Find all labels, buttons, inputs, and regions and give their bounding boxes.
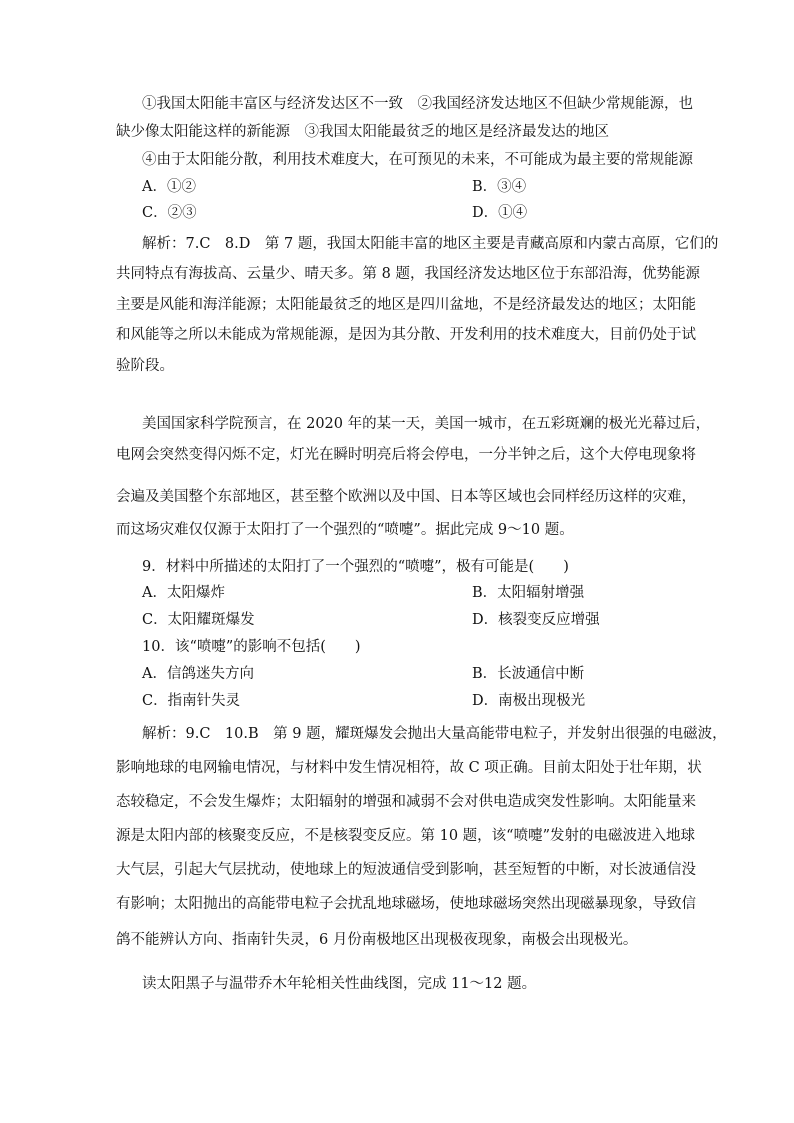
q11-12-intro: 读太阳黑子与温带乔木年轮相关性曲线图，完成 11～12 题。 (142, 976, 537, 992)
q8-statement-line-3: ④由于太阳能分散，利用技术难度大，在可预见的未来，不可能成为最主要的常规能源 (142, 152, 693, 168)
q8-option-d: D．①④ (472, 205, 528, 221)
q10-option-d: D．南极出现极光 (472, 693, 586, 709)
analysis-7-8-line-3: 主要是风能和海洋能源；太阳能最贫乏的地区是四川盆地，不是经济最发达的地区；太阳能 (116, 297, 696, 313)
analysis-9-10-line-4: 源是太阳内部的核聚变反应，不是核裂变反应。第 10 题，该“喷嚏”发射的电磁波进入地球 (116, 828, 695, 844)
q8-option-a: A．①② (142, 179, 196, 195)
q8-statement-line-2: 缺少像太阳能这样的新能源 ③我国太阳能最贫乏的地区是经济最发达的地区 (116, 124, 609, 140)
q9-stem: 9．材料中所描述的太阳打了一个强烈的“喷嚏”，极有可能是( ) (142, 559, 569, 575)
passage-line-1: 美国国家科学院预言，在 2020 年的某一天，美国一城市，在五彩斑斓的极光光幕过后， (142, 416, 711, 432)
q8-statement-line-1: ①我国太阳能丰富区与经济发达区不一致 ②我国经济发达地区不但缺少常规能源，也 (142, 96, 693, 112)
q10-option-c: C．指南针失灵 (142, 693, 241, 709)
analysis-9-10-line-2: 影响地球的电网输电情况，与材料中发生情况相符，故 C 项正确。目前太阳处于壮年期，状 (116, 760, 702, 776)
q10-option-a: A．信鸽迷失方向 (142, 666, 254, 682)
q9-option-d: D．核裂变反应增强 (472, 612, 600, 628)
analysis-7-8-line-4: 和风能等之所以未能成为常规能源，是因为其分散、开发利用的技术难度大，目前仍处于试 (116, 327, 696, 343)
analysis-9-10-line-1: 解析：9.C 10.B 第 9 题，耀斑爆发会抛出大量高能带电粒子，并发射出很强的电磁波， (142, 726, 727, 742)
q9-option-a: A．太阳爆炸 (142, 585, 225, 601)
analysis-9-10-line-6: 有影响；太阳抛出的高能带电粒子会扰乱地球磁场，使地球磁场突然出现磁暴现象，导致信 (116, 896, 696, 912)
q9-option-b: B．太阳辐射增强 (472, 585, 585, 601)
passage-line-4: 而这场灾难仅仅源于太阳打了一个强烈的“喷嚏”。据此完成 9～10 题。 (116, 522, 574, 538)
q10-option-b: B．长波通信中断 (472, 666, 585, 682)
q8-option-c: C．②③ (142, 205, 197, 221)
analysis-7-8-line-1: 解析：7.C 8.D 第 7 题，我国太阳能丰富的地区主要是青藏高原和内蒙古高原，它们的 (142, 236, 719, 252)
analysis-7-8-line-5: 验阶段。 (116, 358, 174, 374)
analysis-7-8-line-2: 共同特点有海拔高、云量少、晴天多。第 8 题，我国经济发达地区位于东部沿海，优势能源 (116, 266, 700, 282)
passage-line-3: 会遍及美国整个东部地区，甚至整个欧洲以及中国、日本等区域也会同样经历这样的灾难， (116, 489, 696, 505)
analysis-9-10-line-5: 大气层，引起大气层扰动，使地球上的短波通信受到影响，甚至短暂的中断，对长波通信没 (116, 862, 696, 878)
q10-stem: 10．该“喷嚏”的影响不包括( ) (142, 639, 361, 655)
analysis-9-10-line-7: 鸽不能辨认方向、指南针失灵，6 月份南极地区出现极夜现象，南极会出现极光。 (116, 932, 638, 948)
passage-line-2: 电网会突然变得闪烁不定，灯光在瞬时明亮后将会停电，一分半钟之后，这个大停电现象将 (116, 447, 696, 463)
q8-option-b: B．③④ (472, 179, 527, 195)
analysis-9-10-line-3: 态较稳定，不会发生爆炸；太阳辐射的增强和减弱不会对供电造成突发性影响。太阳能量来 (116, 794, 696, 810)
q9-option-c: C．太阳耀斑爆发 (142, 612, 255, 628)
